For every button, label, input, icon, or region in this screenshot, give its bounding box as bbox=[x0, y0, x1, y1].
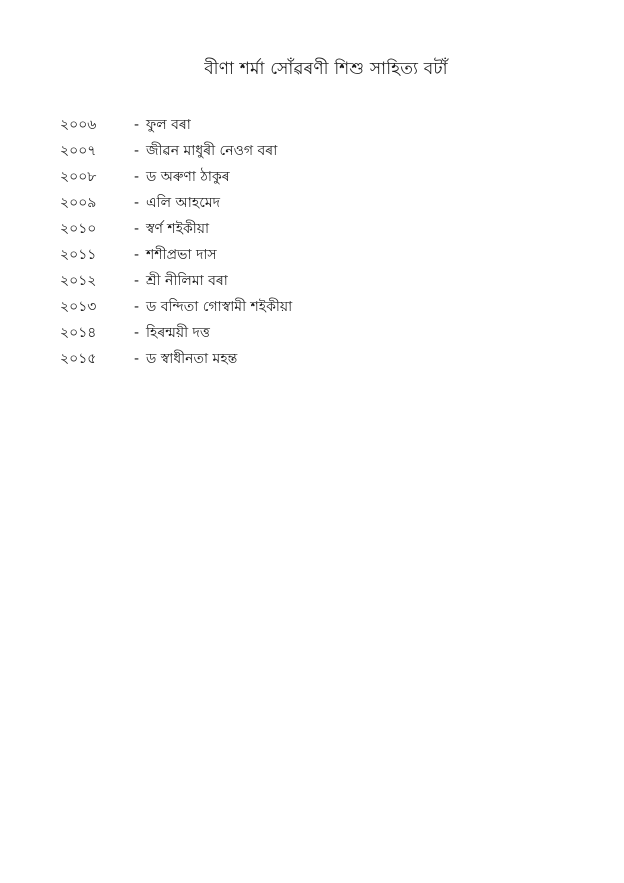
award-year: ২০১৫ bbox=[60, 351, 97, 367]
list-item bbox=[60, 164, 580, 190]
separator-dash: - bbox=[134, 299, 140, 315]
document-title: বীণা শৰ্মা সোঁৱৰণী শিশু সাহিত্য বটাঁ bbox=[204, 59, 448, 79]
list-item bbox=[60, 268, 580, 294]
list-item bbox=[60, 138, 580, 164]
award-year: ২০১৪ bbox=[60, 325, 97, 341]
award-year: ২০০৬ bbox=[60, 117, 97, 133]
award-year: ২০১৩ bbox=[60, 299, 97, 315]
award-year: ২০০৭ bbox=[60, 143, 97, 159]
awardee-name: ড বন্দিতা গোস্বামী শইকীয়া bbox=[146, 299, 293, 315]
separator-dash: - bbox=[134, 325, 140, 341]
awardee-list bbox=[60, 112, 580, 372]
award-year: ২০১০ bbox=[60, 221, 97, 237]
separator-dash: - bbox=[134, 221, 140, 237]
awardee-name: এলি আহমেদ bbox=[146, 195, 220, 211]
awardee-name: ফুল বৰা bbox=[146, 117, 191, 133]
awardee-name: জীৱন মাধুৰী নেওগ বৰা bbox=[146, 143, 278, 159]
awardee-name: ড অৰুণা ঠাকুৰ bbox=[146, 169, 230, 185]
award-year: ২০০৮ bbox=[60, 169, 97, 185]
list-item bbox=[60, 242, 580, 268]
separator-dash: - bbox=[134, 351, 140, 367]
list-item bbox=[60, 320, 580, 346]
separator-dash: - bbox=[134, 195, 140, 211]
separator-dash: - bbox=[134, 273, 140, 289]
separator-dash: - bbox=[134, 169, 140, 185]
list-item bbox=[60, 112, 580, 138]
awardee-name: হিৰন্ময়ী দত্ত bbox=[146, 325, 210, 341]
separator-dash: - bbox=[134, 143, 140, 159]
list-item bbox=[60, 216, 580, 242]
separator-dash: - bbox=[134, 117, 140, 133]
list-item bbox=[60, 294, 580, 320]
award-year: ২০০৯ bbox=[60, 195, 97, 211]
awardee-name: স্বৰ্ণ শইকীয়া bbox=[146, 221, 210, 237]
list-item bbox=[60, 346, 580, 372]
award-year: ২০১২ bbox=[60, 273, 97, 289]
awardee-name: শ্ৰী নীলিমা বৰা bbox=[146, 273, 228, 289]
award-year: ২০১১ bbox=[60, 247, 97, 263]
awardee-name: শশীপ্ৰভা দাস bbox=[146, 247, 217, 263]
separator-dash: - bbox=[134, 247, 140, 263]
awardee-name: ড স্বাধীনতা মহন্ত bbox=[146, 351, 238, 367]
list-item bbox=[60, 190, 580, 216]
